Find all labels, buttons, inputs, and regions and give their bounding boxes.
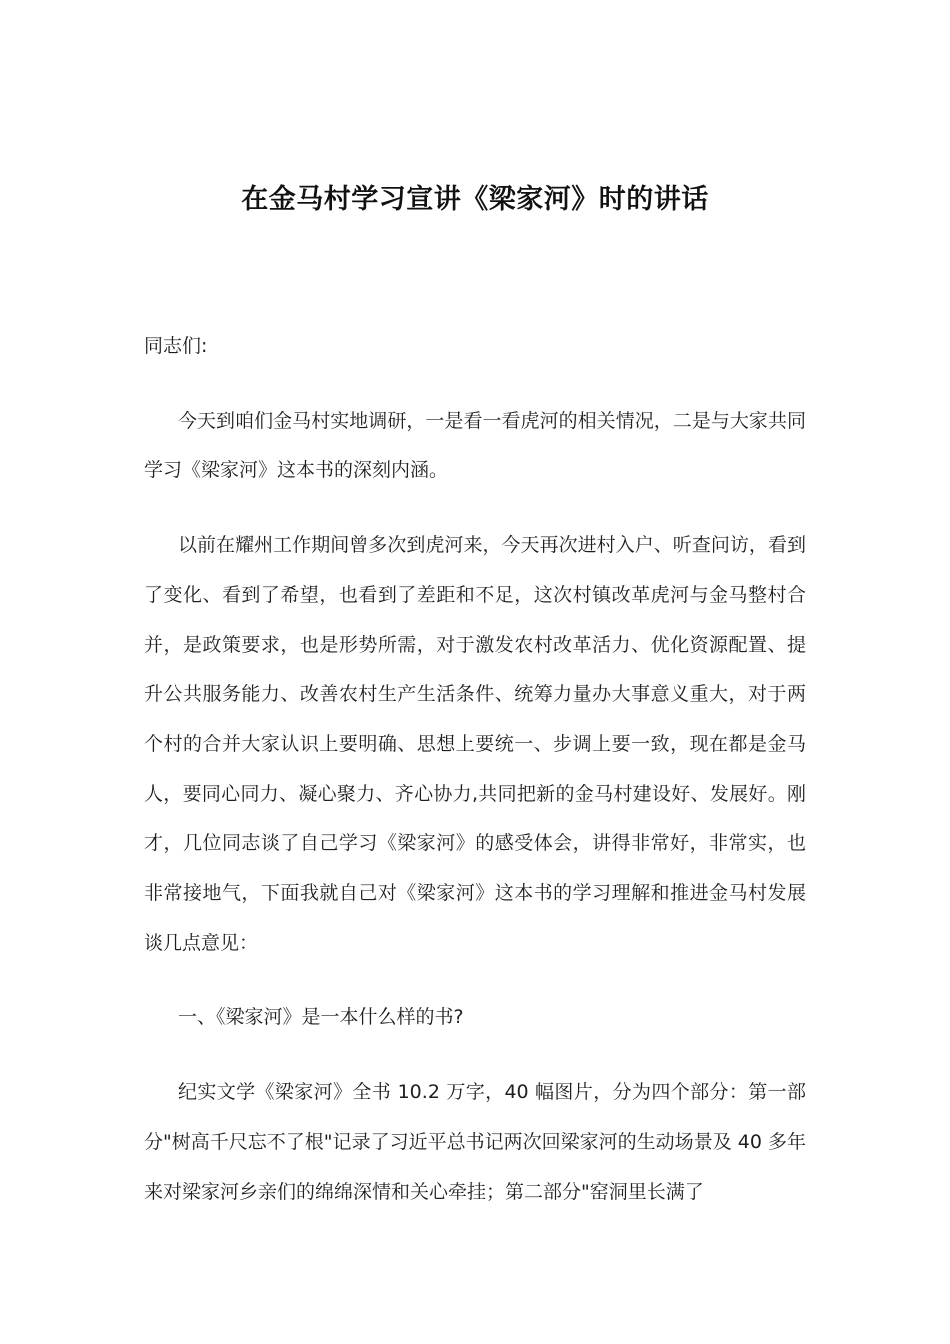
section-paragraph: 纪实文学《梁家河》全书 10.2 万字，40 幅图片，分为四个部分：第一部分"树高千尺忘不了根"记录了习近平总书记两次回梁家河的生动场景及 40 多年来对梁家河乡亲们的绵绵深情和关心牵挂；第二部分"窑洞里长满了 xyxy=(144,1081,806,1203)
paragraph: 今天到咱们金马村实地调研，一是看一看虎河的相关情况，二是与大家共同学习《梁家河》这本书的深刻内涵。 xyxy=(144,409,806,482)
document-body xyxy=(144,322,806,1242)
paragraph: 以前在耀州工作期间曾多次到虎河来，今天再次进村入户、听查问访，看到了变化、看到了希望，也看到了差距和不足，这次村镇改革虎河与金马整村合并，是政策要求，也是形势所需，对于激发农村改革活力、优化资源配置、提升公共服务能力、改善农村生产生活条件、统筹力量办大事意义重大，对于两个村的合并大家认识上要明确、思想上要统一、步调上要一致，现在都是金马人，要同心同力、凝心聚力、齐心协力,共同把新的金马村建设好、发展好。刚才，几位同志谈了自己学习《梁家河》的感受体会，讲得非常好，非常实，也非常接地气，下面我就自己对《梁家河》这本书的学习理解和推进金马村发展谈几点意见： xyxy=(144,534,806,954)
section-heading: 一、《梁家河》是一本什么样的书? xyxy=(178,1006,464,1029)
document-title: 在金马村学习宣讲《梁家河》时的讲话 xyxy=(241,184,709,215)
salutation: 同志们: xyxy=(144,335,208,357)
